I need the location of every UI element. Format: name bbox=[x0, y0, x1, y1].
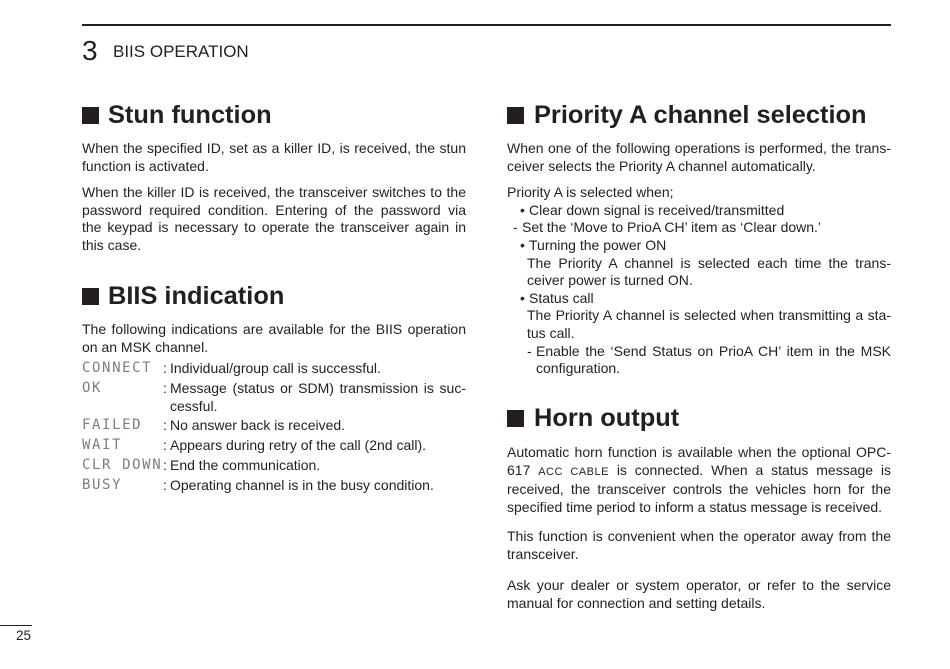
priority-intro-line-1: When one of the following operations is performed, the trans- bbox=[507, 140, 891, 157]
condition-note-line: Enable the ‘Send Status on PrioA CH’ item in the MSK bbox=[536, 342, 891, 359]
indication-row bbox=[82, 380, 466, 415]
condition-detail bbox=[527, 255, 891, 290]
condition-item-power-on bbox=[507, 237, 891, 255]
indication-description-line: Operating channel is in the busy condition. bbox=[170, 476, 434, 493]
condition-detail-line: The Priority A channel is selected each time the trans- bbox=[527, 254, 891, 271]
priority-heading bbox=[507, 100, 867, 130]
horn-heading-text: Horn output bbox=[534, 404, 680, 432]
heading-square-icon bbox=[507, 410, 524, 427]
horn-paragraph-1-line-2 bbox=[507, 462, 891, 482]
condition-note-line: configuration. bbox=[536, 360, 621, 377]
indication-term: BUSY bbox=[82, 476, 123, 493]
stun-paragraph-2-line-3: the keypad is necessary to operate the transceiver again in bbox=[82, 219, 466, 236]
condition-detail bbox=[527, 307, 891, 342]
condition-item-label: Status call bbox=[529, 289, 594, 306]
stun-paragraph-1 bbox=[82, 140, 466, 175]
indication-separator: : bbox=[163, 360, 167, 377]
indication-term: OK bbox=[82, 379, 103, 396]
stun-paragraph-2-line-2: password required condition. Entering of the password via bbox=[82, 201, 466, 218]
heading-square-icon bbox=[507, 107, 524, 124]
condition-item-label: Clear down signal is received/transmitted bbox=[529, 201, 785, 218]
indication-description-line: cessful. bbox=[170, 397, 218, 414]
condition-detail-line: ceiver power is turned ON. bbox=[527, 272, 693, 289]
condition-detail-line: The Priority A channel is selected when transmitting a sta- bbox=[527, 307, 891, 324]
priority-intro-line-2: ceiver selects the Priority A channel automatically. bbox=[507, 157, 816, 174]
horn-paragraph-3-line-1: Ask your dealer or system operator, or refer to the service bbox=[507, 577, 891, 594]
biis-intro bbox=[82, 321, 466, 356]
indication-description bbox=[170, 437, 466, 455]
horn-paragraph-1 bbox=[507, 444, 891, 516]
model-number: 617 bbox=[507, 461, 531, 478]
indication-row bbox=[82, 457, 466, 475]
page-number: 25 bbox=[16, 628, 32, 643]
heading-square-icon bbox=[82, 107, 99, 124]
indication-description-line: Message (status or SDM) transmission is suc- bbox=[170, 379, 466, 396]
indication-term: FAILED bbox=[82, 417, 143, 434]
condition-detail-line: tus call. bbox=[527, 324, 575, 341]
chapter-number: 3 bbox=[82, 35, 98, 66]
condition-item-clear-down bbox=[507, 202, 891, 220]
condition-note-line: Set the ‘Move to PrioA CH’ item as ‘Clear down.’ bbox=[522, 219, 822, 236]
line-remainder: is connected. When a status message is bbox=[616, 461, 891, 478]
indication-separator: : bbox=[163, 476, 167, 493]
condition-note bbox=[507, 219, 891, 237]
biis-intro-line-1: The following indications are available for the BIIS operation bbox=[82, 321, 466, 338]
indication-description bbox=[170, 477, 466, 495]
indication-row bbox=[82, 437, 466, 455]
horn-paragraph-2-line-2: transceiver. bbox=[507, 545, 579, 562]
cable-name: ACC CABLE bbox=[538, 465, 609, 478]
indication-separator: : bbox=[163, 379, 167, 396]
stun-paragraph-1-line-2: function is activated. bbox=[82, 157, 209, 174]
bullet-icon: • bbox=[520, 236, 525, 253]
heading-square-icon bbox=[82, 288, 99, 305]
indication-list bbox=[82, 360, 466, 494]
stun-heading-text: Stun function bbox=[108, 101, 272, 129]
indication-description-line: No answer back is received. bbox=[170, 417, 346, 434]
indication-separator: : bbox=[163, 437, 167, 454]
priority-conditions bbox=[507, 184, 891, 378]
indication-description-line: Individual/group call is successful. bbox=[170, 360, 381, 377]
indication-description bbox=[170, 360, 466, 378]
indication-separator: : bbox=[163, 456, 167, 473]
horn-paragraph-3 bbox=[507, 577, 891, 612]
priority-heading-text: Priority A channel selection bbox=[534, 101, 867, 129]
biis-heading-text: BIIS indication bbox=[108, 282, 285, 310]
condition-note bbox=[527, 343, 891, 378]
stun-paragraph-2-line-4: this case. bbox=[82, 236, 142, 253]
horn-paragraph-1-line-1: Automatic horn function is available when the optional OPC- bbox=[507, 444, 891, 461]
horn-paragraph-2 bbox=[507, 528, 891, 563]
stun-paragraph-1-line-1: When the specified ID, set as a killer ID, is received, the stun bbox=[82, 140, 466, 157]
priority-intro bbox=[507, 140, 891, 175]
chapter-title: BIIS OPERATION bbox=[113, 42, 249, 61]
indication-term: CONNECT bbox=[82, 360, 153, 377]
horn-heading bbox=[507, 403, 679, 433]
condition-item-label: Turning the power ON bbox=[529, 236, 667, 253]
condition-lead: Priority A is selected when; bbox=[507, 184, 674, 201]
horn-paragraph-3-line-2: manual for connection and setting details. bbox=[507, 594, 766, 611]
dash-marker: - bbox=[513, 219, 518, 236]
bullet-icon: • bbox=[520, 289, 525, 306]
stun-heading bbox=[82, 100, 272, 130]
horn-paragraph-1-line-3: received, the transceiver controls the vehicles horn for the bbox=[507, 481, 891, 498]
footer-rule bbox=[0, 625, 32, 626]
indication-term: WAIT bbox=[82, 437, 123, 454]
indication-description bbox=[170, 457, 466, 475]
biis-intro-line-2: on an MSK channel. bbox=[82, 338, 209, 355]
indication-row bbox=[82, 360, 466, 378]
indication-description-line: Appears during retry of the call (2nd call). bbox=[170, 437, 427, 454]
bullet-icon: • bbox=[520, 201, 525, 218]
horn-paragraph-2-line-1: This function is convenient when the operator away from the bbox=[507, 528, 891, 545]
indication-description-line: End the communication. bbox=[170, 456, 321, 473]
stun-paragraph-2 bbox=[82, 184, 466, 254]
indication-description bbox=[170, 380, 466, 415]
indication-row bbox=[82, 477, 466, 495]
indication-term: CLR DOWN bbox=[82, 456, 163, 473]
biis-heading bbox=[82, 281, 284, 311]
indication-row bbox=[82, 417, 466, 435]
condition-item-status-call bbox=[507, 290, 891, 308]
indication-separator: : bbox=[163, 417, 167, 434]
horn-paragraph-1-line-4: specified time period to inform a status message is received. bbox=[507, 498, 883, 515]
indication-description bbox=[170, 417, 466, 435]
dash-marker: - bbox=[527, 342, 532, 359]
header-rule bbox=[82, 24, 891, 26]
stun-paragraph-2-line-1: When the killer ID is received, the transceiver switches to the bbox=[82, 184, 466, 201]
